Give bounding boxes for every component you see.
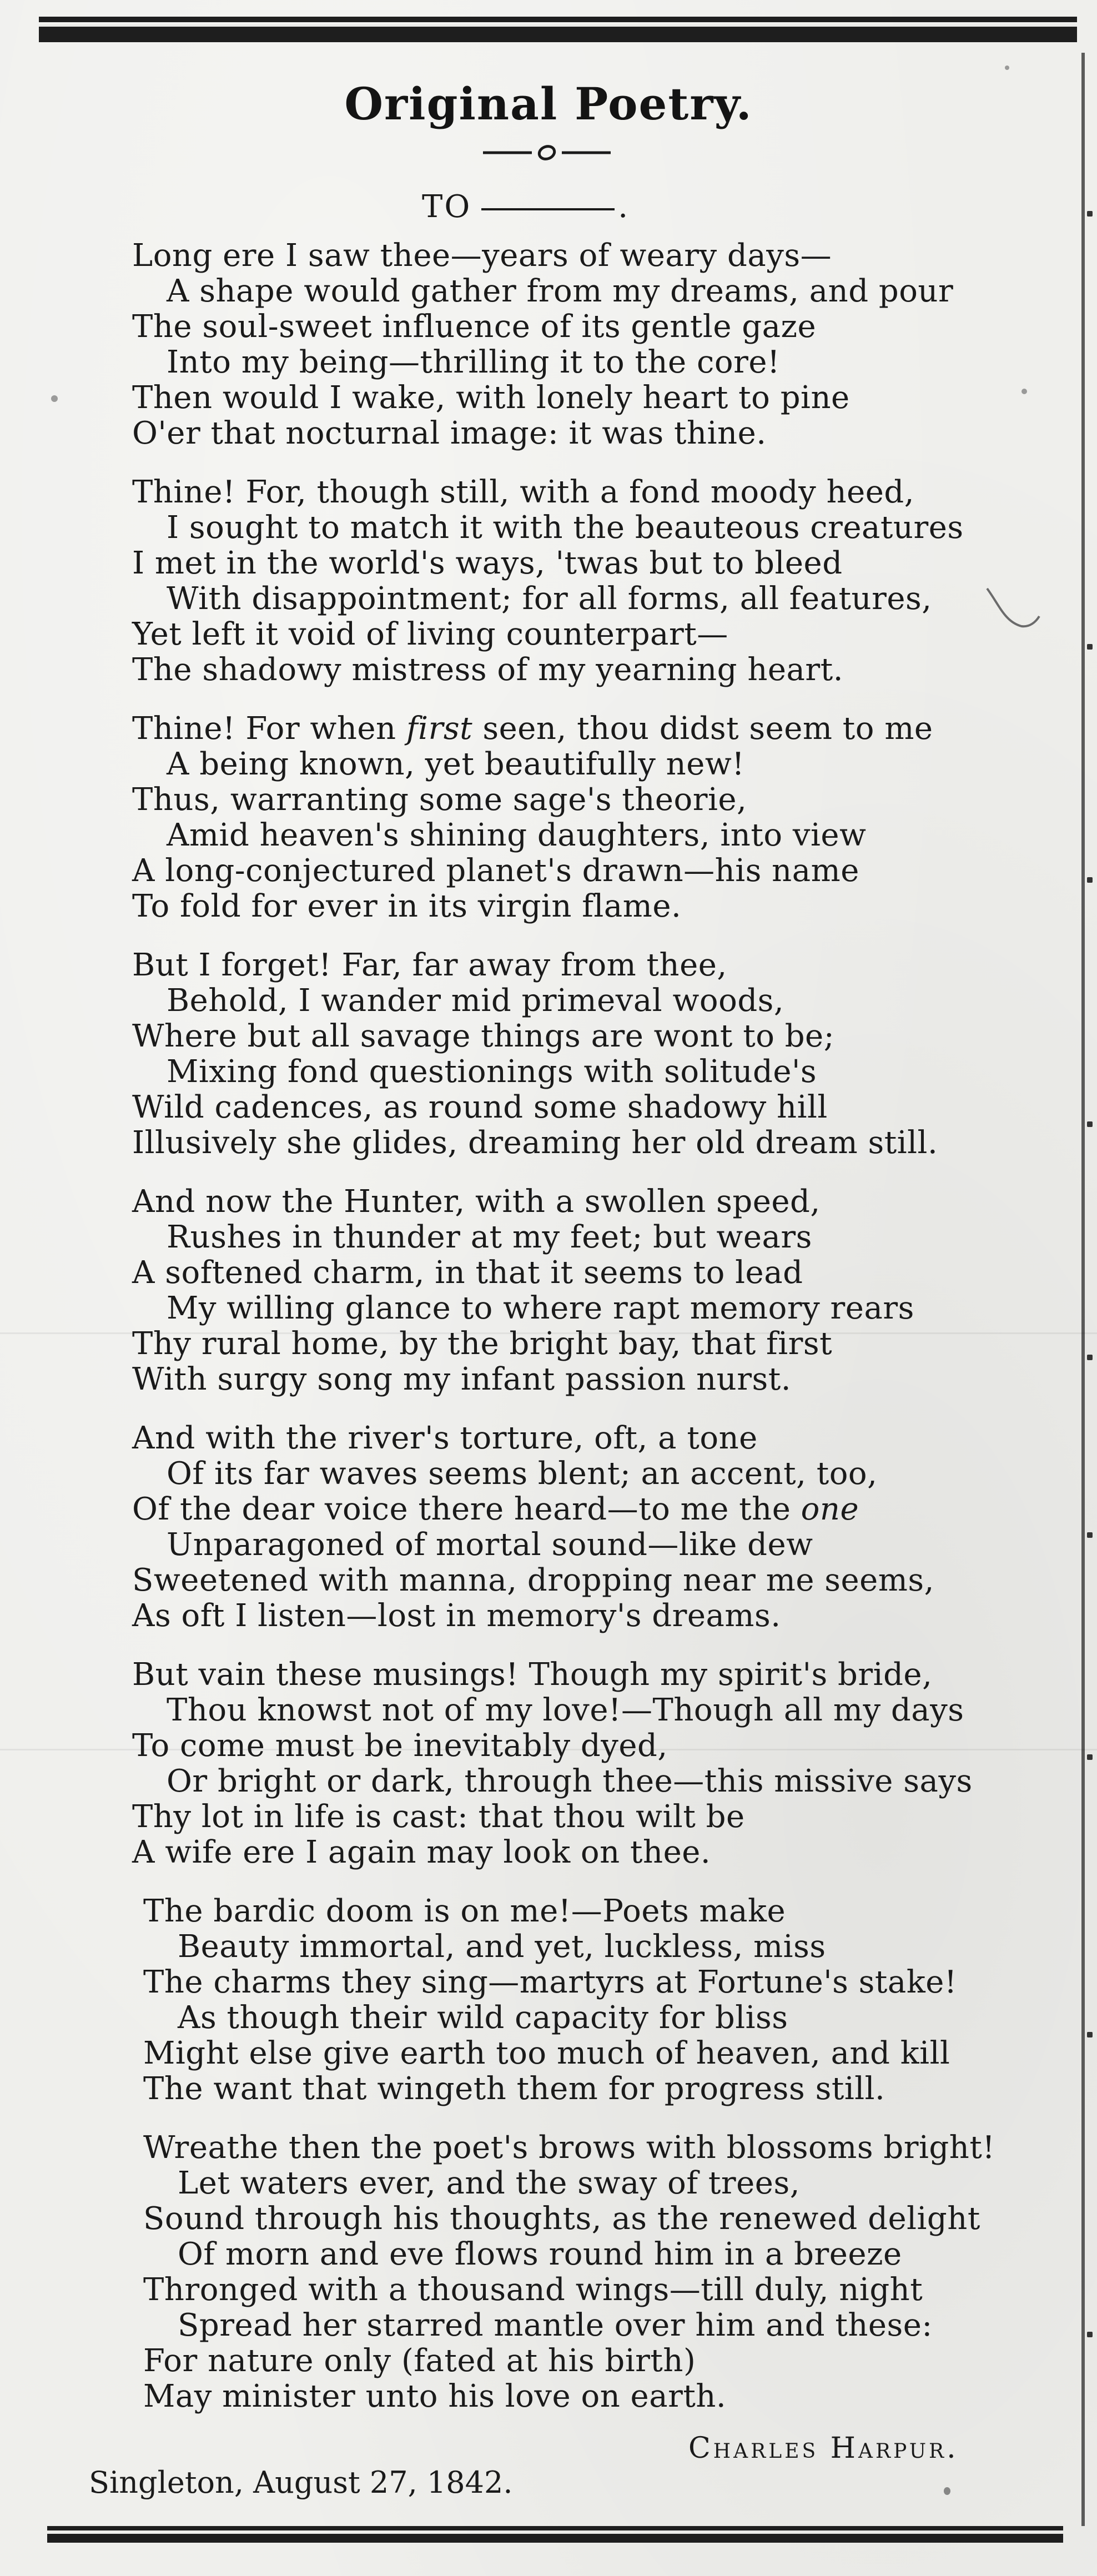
poem-line: Long ere I saw thee—years of weary days— <box>132 238 832 274</box>
section-heading: Original Poetry. <box>344 78 753 130</box>
poem-line: Behold, I wander mid primeval woods, <box>167 983 784 1019</box>
poem-line: Thus, warranting some sage's theorie, <box>132 782 747 818</box>
poem-line <box>132 712 933 746</box>
bottom-double-rule <box>47 2526 1063 2548</box>
poem-line: Thy rural home, by the bright bay, that first <box>132 1326 833 1362</box>
poem-line: Then would I wake, with lonely heart to pine <box>132 380 850 416</box>
poem-line: To come must be inevitably dyed, <box>132 1728 668 1764</box>
poem-line: With surgy song my infant passion nurst. <box>132 1361 792 1397</box>
poem-line <box>132 1492 859 1527</box>
poem-line: The charms they sing—martyrs at Fortune's stake! <box>143 1964 957 2000</box>
poem-line: To fold for ever in its virgin flame. <box>132 888 682 924</box>
dedication-label: TO <box>422 189 472 225</box>
poem-line: As though their wild capacity for bliss <box>178 2000 788 2036</box>
poem-line: Rushes in thunder at my feet; but wears <box>167 1219 812 1255</box>
poem-line: For nature only (fated at his birth) <box>143 2343 696 2379</box>
poem-line: May minister unto his love on earth. <box>143 2378 727 2414</box>
poem-line: With disappointment; for all forms, all features, <box>167 581 932 617</box>
poem-line: Thronged with a thousand wings—till duly, night <box>143 2272 923 2308</box>
poem-line: My willing glance to where rapt memory rears <box>167 1290 914 1326</box>
poem-line: I met in the world's ways, 'twas but to bleed <box>132 545 843 581</box>
poem-line: Or bright or dark, through thee—this missive says <box>167 1763 973 1799</box>
poem-line: But vain these musings! Though my spirit's bride, <box>132 1657 933 1693</box>
poem-line: Spread her starred mantle over him and these: <box>178 2307 933 2343</box>
poem-line: I sought to match it with the beauteous creatures <box>167 510 964 546</box>
poem-line: Unparagoned of mortal sound—like dew <box>167 1527 813 1563</box>
poem-line: The shadowy mistress of my yearning heart. <box>132 652 843 688</box>
poem-line: The want that wingeth them for progress still. <box>143 2071 885 2107</box>
poem-line-emphasis: first <box>406 711 473 747</box>
poem-line: Thine! For, though still, with a fond moody heed, <box>132 474 915 510</box>
poem-line: But I forget! Far, far away from thee, <box>132 947 727 983</box>
poem-line: The soul-sweet influence of its gentle gaze <box>132 309 817 345</box>
dateline: Singleton, August 27, 1842. <box>89 2465 513 2500</box>
poem-line: Illusively she glides, dreaming her old dream still. <box>132 1125 938 1161</box>
poem-line: A softened charm, in that it seems to lead <box>132 1255 803 1291</box>
poem-line: Where but all savage things are wont to be; <box>132 1018 835 1054</box>
author-signature: Charles Harpur. <box>688 2432 959 2465</box>
poem-line: Might else give earth too much of heaven, and kill <box>143 2035 950 2071</box>
poem-line: A wife ere I again may look on thee. <box>132 1834 711 1870</box>
dedication-period: . <box>618 189 630 225</box>
poem-line: A being known, yet beautifully new! <box>167 746 745 782</box>
poem-line-text: Thine! For when <box>132 711 406 747</box>
poem-line: Of morn and eve flows round him in a breeze <box>178 2236 902 2272</box>
poem-line: Yet left it void of living counterpart— <box>132 616 728 652</box>
poem-line: Thou knowst not of my love!—Though all my days <box>167 1692 964 1728</box>
poem-line: Amid heaven's shining daughters, into view <box>167 817 867 853</box>
poem-line-emphasis: one <box>801 1491 859 1527</box>
poem-line: Let waters ever, and the sway of trees, <box>178 2165 800 2201</box>
poem-line: And now the Hunter, with a swollen speed, <box>132 1184 821 1220</box>
poem-line: Wild cadences, as round some shadowy hill <box>132 1089 828 1125</box>
poem-line: Thy lot in life is cast: that thou wilt be <box>132 1799 745 1835</box>
poem-line: A shape would gather from my dreams, and pour <box>167 273 954 309</box>
poem-line: Sweetened with manna, dropping near me seems, <box>132 1562 934 1598</box>
poem-line: Of its far waves seems blent; an accent, too, <box>167 1456 878 1492</box>
poem-line: Beauty immortal, and yet, luckless, miss <box>178 1929 826 1965</box>
poem-line: Wreathe then the poet's brows with blossoms bright! <box>143 2130 995 2166</box>
poem-line: The bardic doom is on me!—Poets make <box>143 1893 786 1929</box>
poem-line: As oft I listen—lost in memory's dreams. <box>132 1598 781 1634</box>
poem-line: A long-conjectured planet's drawn—his name <box>132 853 859 889</box>
poem-line: Into my being—thrilling it to the core! <box>167 344 780 380</box>
poem-line: O'er that nocturnal image: it was thine. <box>132 415 767 451</box>
poem-line-text: Of the dear voice there heard—to me the <box>132 1491 801 1527</box>
poem-line-text: seen, thou didst seem to me <box>472 711 933 747</box>
poem-line: Mixing fond questionings with solitude's <box>167 1054 817 1090</box>
poem-line: And with the river's torture, oft, a tone <box>132 1420 758 1456</box>
poem-line: Sound through his thoughts, as the renewed delight <box>143 2201 980 2237</box>
